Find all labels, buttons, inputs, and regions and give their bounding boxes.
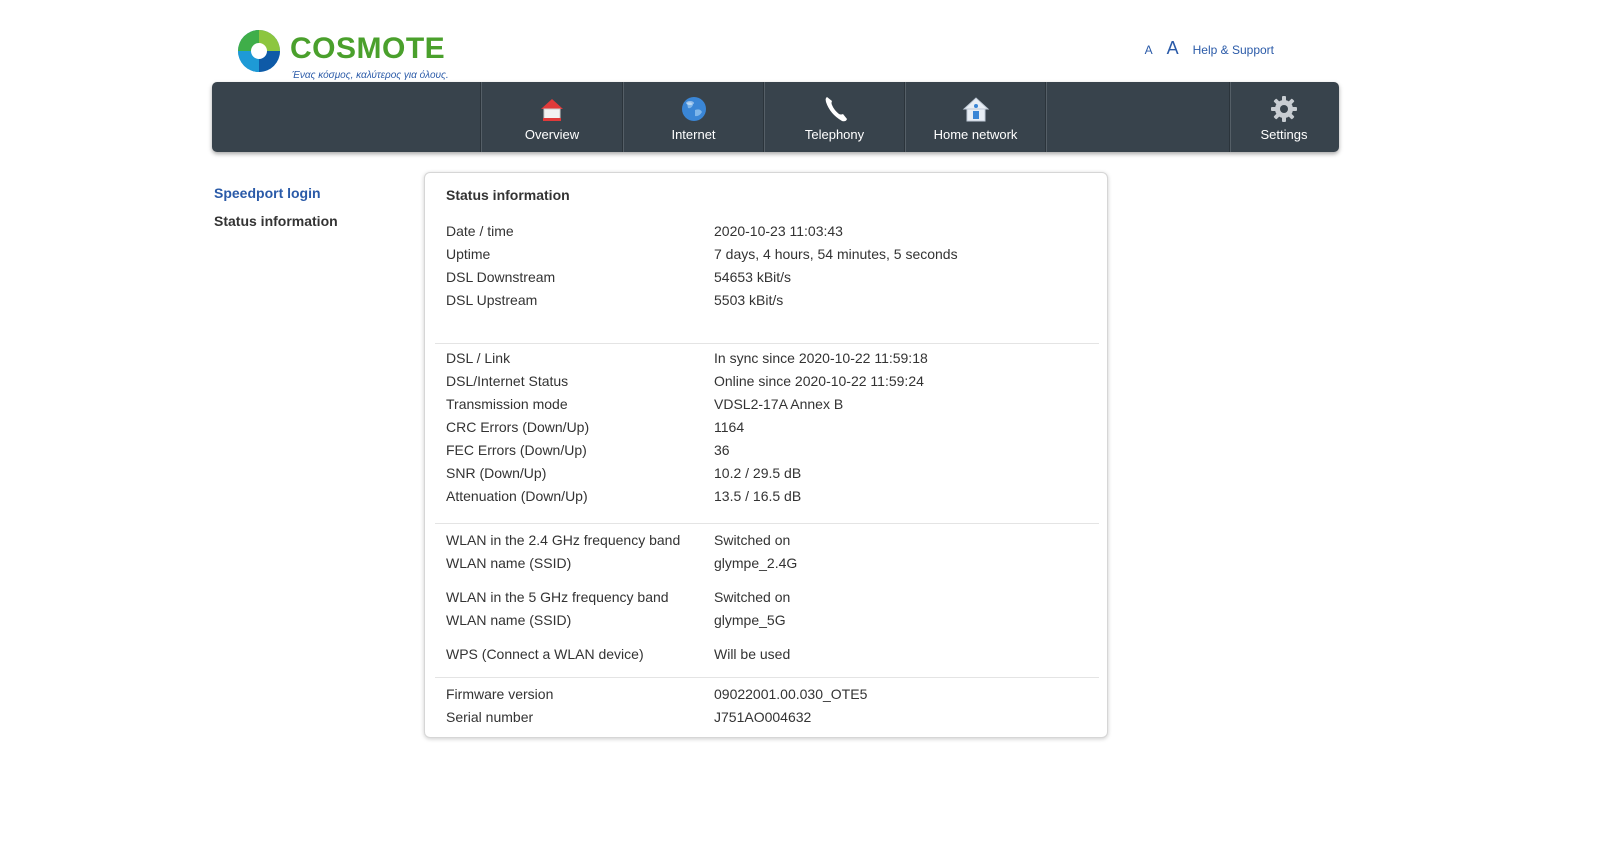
top-links <box>1145 38 1274 59</box>
status-value: 10.2 / 29.5 dB <box>714 465 802 481</box>
status-value: 54653 kBit/s <box>714 269 792 285</box>
phone-icon <box>820 94 850 124</box>
nav-divider <box>1045 82 1047 152</box>
status-label: DSL/Internet Status <box>446 373 569 389</box>
nav-item-home-network[interactable] <box>906 82 1045 152</box>
status-value: 1164 <box>714 419 745 435</box>
cosmote-logo-icon <box>236 28 282 74</box>
status-label: WLAN in the 5 GHz frequency band <box>446 589 669 605</box>
help-support-link[interactable]: Help & Support <box>1192 43 1274 57</box>
brand-slogan: Ένας κόσμος, καλύτερος για όλους. <box>292 70 449 81</box>
status-label: WLAN in the 2.4 GHz frequency band <box>446 532 681 548</box>
status-label: Date / time <box>446 223 514 239</box>
nav-label-settings: Settings <box>1260 127 1308 142</box>
nav-label-home-network: Home network <box>933 127 1018 142</box>
nav-item-settings[interactable] <box>1231 82 1337 152</box>
status-label: DSL / Link <box>446 350 511 366</box>
status-label: Serial number <box>446 709 534 725</box>
status-value: 2020-10-23 11:03:43 <box>714 223 843 239</box>
font-size-small-link[interactable]: A <box>1144 43 1153 57</box>
status-value: Will be used <box>714 646 791 662</box>
home-network-icon <box>961 94 991 124</box>
cosmote-logo[interactable] <box>236 28 449 84</box>
status-value: In sync since 2020-10-22 11:59:18 <box>714 350 928 366</box>
status-label: DSL Upstream <box>446 292 538 308</box>
section-divider <box>435 343 1099 344</box>
status-label: WLAN name (SSID) <box>446 555 572 571</box>
sidebar <box>214 185 338 241</box>
gear-icon <box>1269 94 1299 124</box>
font-size-large-link[interactable]: A <box>1166 38 1179 58</box>
nav-label-internet: Internet <box>671 127 716 142</box>
status-panel <box>424 172 1108 738</box>
status-value: 5503 kBit/s <box>714 292 784 308</box>
status-value: Online since 2020-10-22 11:59:24 <box>714 373 924 389</box>
status-value: VDSL2-17A Annex B <box>714 396 844 412</box>
brand-name: COSMOTE <box>290 32 446 65</box>
nav-label-telephony: Telephony <box>804 127 865 142</box>
status-value: 7 days, 4 hours, 54 minutes, 5 seconds <box>714 246 958 262</box>
status-value: Switched on <box>714 589 791 605</box>
status-value: Switched on <box>714 532 791 548</box>
status-value: 36 <box>714 442 730 458</box>
globe-icon <box>679 94 709 124</box>
sidebar-item-speedport-login[interactable]: Speedport login <box>214 185 321 201</box>
section-divider <box>435 677 1099 678</box>
status-label: Transmission mode <box>446 396 568 412</box>
status-value: glympe_2.4G <box>714 555 798 571</box>
status-value: J751AO004632 <box>714 709 812 725</box>
status-label: DSL Downstream <box>446 269 556 285</box>
status-value: 13.5 / 16.5 dB <box>714 488 802 504</box>
nav-item-overview[interactable] <box>482 82 622 152</box>
section-divider <box>435 523 1099 524</box>
status-label: Uptime <box>446 246 491 262</box>
status-label: WPS (Connect a WLAN device) <box>446 646 644 662</box>
home-icon <box>537 94 567 124</box>
status-value: 09022001.00.030_OTE5 <box>714 686 868 702</box>
status-label: Firmware version <box>446 686 554 702</box>
status-label: FEC Errors (Down/Up) <box>446 442 587 458</box>
main-navbar <box>212 82 1339 152</box>
status-label: SNR (Down/Up) <box>446 465 547 481</box>
panel-title: Status information <box>446 187 570 203</box>
nav-label-overview: Overview <box>524 127 580 142</box>
nav-item-telephony[interactable] <box>765 82 904 152</box>
status-label: WLAN name (SSID) <box>446 612 572 628</box>
status-label: CRC Errors (Down/Up) <box>446 419 590 435</box>
nav-item-internet[interactable] <box>624 82 763 152</box>
status-label: Attenuation (Down/Up) <box>446 488 588 504</box>
sidebar-item-status-information[interactable]: Status information <box>214 213 338 229</box>
status-value: glympe_5G <box>714 612 786 628</box>
